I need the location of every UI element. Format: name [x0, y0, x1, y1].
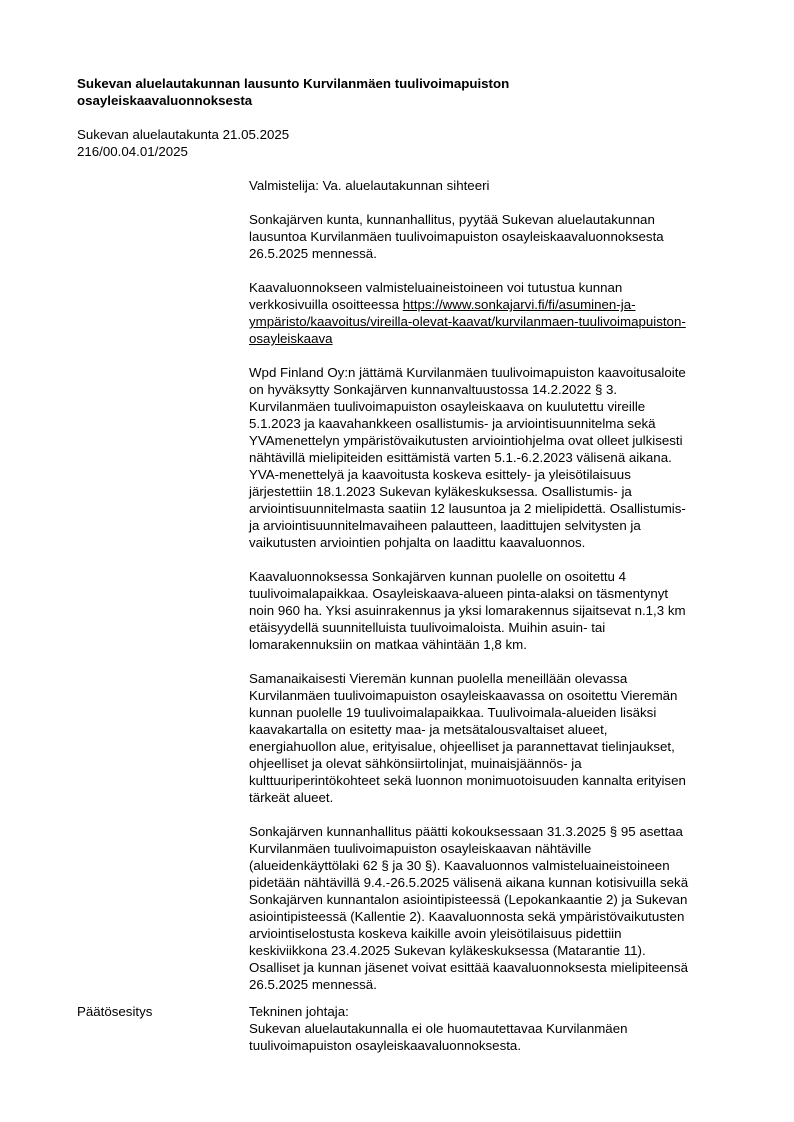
text-line: Kurvilanmäen tuulivoimapuiston osayleiskaava on kuulutettu vireille: [249, 399, 646, 414]
text-line: tuulivoimalapaikkaa. Osayleiskaava-alueen pinta-alaksi on täsmentynyt: [249, 586, 669, 601]
text-line: tärkeät alueet.: [249, 790, 334, 805]
decision-proposal: [249, 1003, 749, 1054]
text-line: järjestettiin 18.1.2023 Sukevan kyläkeskuksessa. Osallistumis- ja: [249, 484, 632, 499]
text-line: noin 960 ha. Yksi asuinrakennus ja yksi lomarakennus sijaitsevat n.1,3 km: [249, 603, 686, 618]
paragraph-plan-draft: [249, 568, 749, 653]
text-line: vaikutusten arviointien pohjalta on laadittu kaavaluonnos.: [249, 535, 586, 550]
title-line: Sukevan aluelautakunnan lausunto Kurvilanmäen tuulivoimapuiston: [77, 76, 510, 91]
text-line: arviointisuunnitelmasta saatiin 12 lausuntoa ja 2 mielipidettä. Osallistumis-: [249, 501, 686, 516]
text-line: 26.5.2025 mennessä.: [249, 246, 377, 261]
presenter: Tekninen johtaja:: [249, 1004, 349, 1019]
text-line: on hyväksytty Sonkajärven kunnanvaltuustossa 14.2.2022 § 3.: [249, 382, 618, 397]
text-line: ja arviointisuunnitelmavaiheen palautteen, laadittujen selvitysten ja: [249, 518, 641, 533]
text-line: Sonkajärven kunta, kunnanhallitus, pyytää Sukevan aluelautakunnan: [249, 212, 655, 227]
text-line: verkkosivuilla osoitteessa: [249, 297, 403, 312]
text-line: Osalliset ja kunnan jäsenet voivat esittää kaavaluonnoksesta mielipiteensä: [249, 960, 689, 975]
text-line: YVA-menettelyä ja kaavoitusta koskeva esittely- ja yleisötilaisuus: [249, 467, 631, 482]
text-line: 26.5.2025 mennessä.: [249, 977, 377, 992]
document-title: [77, 75, 637, 109]
text-line: lausuntoa Kurvilanmäen tuulivoimapuiston osayleiskaavaluonnoksesta: [249, 229, 664, 244]
text-line: (alueidenkäyttölaki 62 § ja 30 §). Kaavaluonnos valmisteluaineistoineen: [249, 858, 670, 873]
meeting-info: Sukevan aluelautakunta 21.05.2025: [77, 127, 290, 142]
meeting-meta: [77, 126, 477, 160]
link-line: https://www.sonkajarvi.fi/fi/asuminen-ja-: [402, 297, 636, 312]
link-line: ympäristo/kaavoitus/vireilla-olevat-kaavat/kurvilanmaen-tuulivoimapuiston-: [249, 314, 686, 329]
text-line: energiahuollon alue, erityisalue, ohjeelliset ja parannettavat tielinjaukset,: [249, 739, 675, 754]
text-line: kaavakartalla on esitetty maa- ja metsätalousvaltaiset alueet,: [249, 722, 608, 737]
case-number: 216/00.04.01/2025: [77, 144, 188, 159]
title-line: osayleiskaavaluonnoksesta: [77, 93, 253, 108]
text-line: pidetään nähtävillä 9.4.-26.5.2025 välisenä aikana kunnan kotisivuilla sekä: [249, 875, 689, 890]
text-line: Kurvilanmäen tuulivoimapuiston osayleiskaavan nähtäville: [249, 841, 592, 856]
paragraph-vierema: [249, 670, 749, 806]
text-line: Sonkajärven kunnanhallitus päätti kokouksessaan 31.3.2025 § 95 asettaa: [249, 824, 683, 839]
text-line: Kurvilanmäen tuulivoimapuiston osayleiskaavassa on osoitettu Vieremän: [249, 688, 678, 703]
document-body: [249, 177, 749, 993]
decision-proposal-label: Päätösesitys: [77, 1004, 153, 1019]
text-line: arviointiselostusta koskeva kaikille avoin yleisötilaisuus pidettiin: [249, 926, 622, 941]
text-line: kulttuuriperintökohteet sekä luonnon monimuotoisuuden kannalta erityisen: [249, 773, 686, 788]
preparer-line: Valmistelija: Va. aluelautakunnan sihteeri: [249, 178, 490, 193]
text-line: Wpd Finland Oy:n jättämä Kurvilanmäen tuulivoimapuiston kaavoitusaloite: [249, 365, 686, 380]
text-line: Kaavaluonnoksessa Sonkajärven kunnan puolelle on osoitettu 4: [249, 569, 627, 584]
paragraph-request: [249, 211, 749, 262]
paragraph-background: [249, 364, 749, 551]
link-line: osayleiskaava: [249, 331, 333, 346]
text-line: keskiviikkona 23.4.2025 Sukevan kyläkeskuksessa (Matarantie 11).: [249, 943, 646, 958]
text-line: Kaavaluonnokseen valmisteluaineistoineen voi tutustua kunnan: [249, 280, 623, 295]
text-line: etäisyydellä suunnitelluista tuulivoimaloista. Muihin asuin- tai: [249, 620, 606, 635]
text-line: lomarakennuksiin on matkaa vähintään 1,8 km.: [249, 637, 527, 652]
text-line: nähtävillä mielipiteiden esittämistä varten 5.1.-6.2.2023 välisenä aikana.: [249, 450, 672, 465]
text-line: tuulivoimapuiston osayleiskaavaluonnoksesta.: [249, 1038, 522, 1053]
text-line: ohjeelliset ja olevat sähkönsiirtolinjat, muinaisjäännös- ja: [249, 756, 582, 771]
text-line: kunnan puolelle 19 tuulivoimalapaikkaa. Tuulivoimala-alueiden lisäksi: [249, 705, 657, 720]
text-line: 5.1.2023 ja kaavahankkeen osallistumis- ja arviointisuunnitelma sekä: [249, 416, 656, 431]
text-line: asiointipisteessä (Kallentie 2). Kaavaluonnosta sekä ympäristövaikutusten: [249, 909, 685, 924]
paragraph-materials: [249, 279, 749, 347]
text-line: Sukevan aluelautakunnalla ei ole huomautettavaa Kurvilanmäen: [249, 1021, 628, 1036]
text-line: Sonkajärven kunnantalon asiointipisteessä (Lepokankaantie 2) ja Sukevan: [249, 892, 688, 907]
text-line: YVAmenettelyn ympäristövaikutusten arviointiohjelma ovat olleet julkisesti: [249, 433, 683, 448]
text-line: Samanaikaisesti Vieremän kunnan puolella meneillään olevassa: [249, 671, 628, 686]
paragraph-board-decision: [249, 823, 749, 993]
